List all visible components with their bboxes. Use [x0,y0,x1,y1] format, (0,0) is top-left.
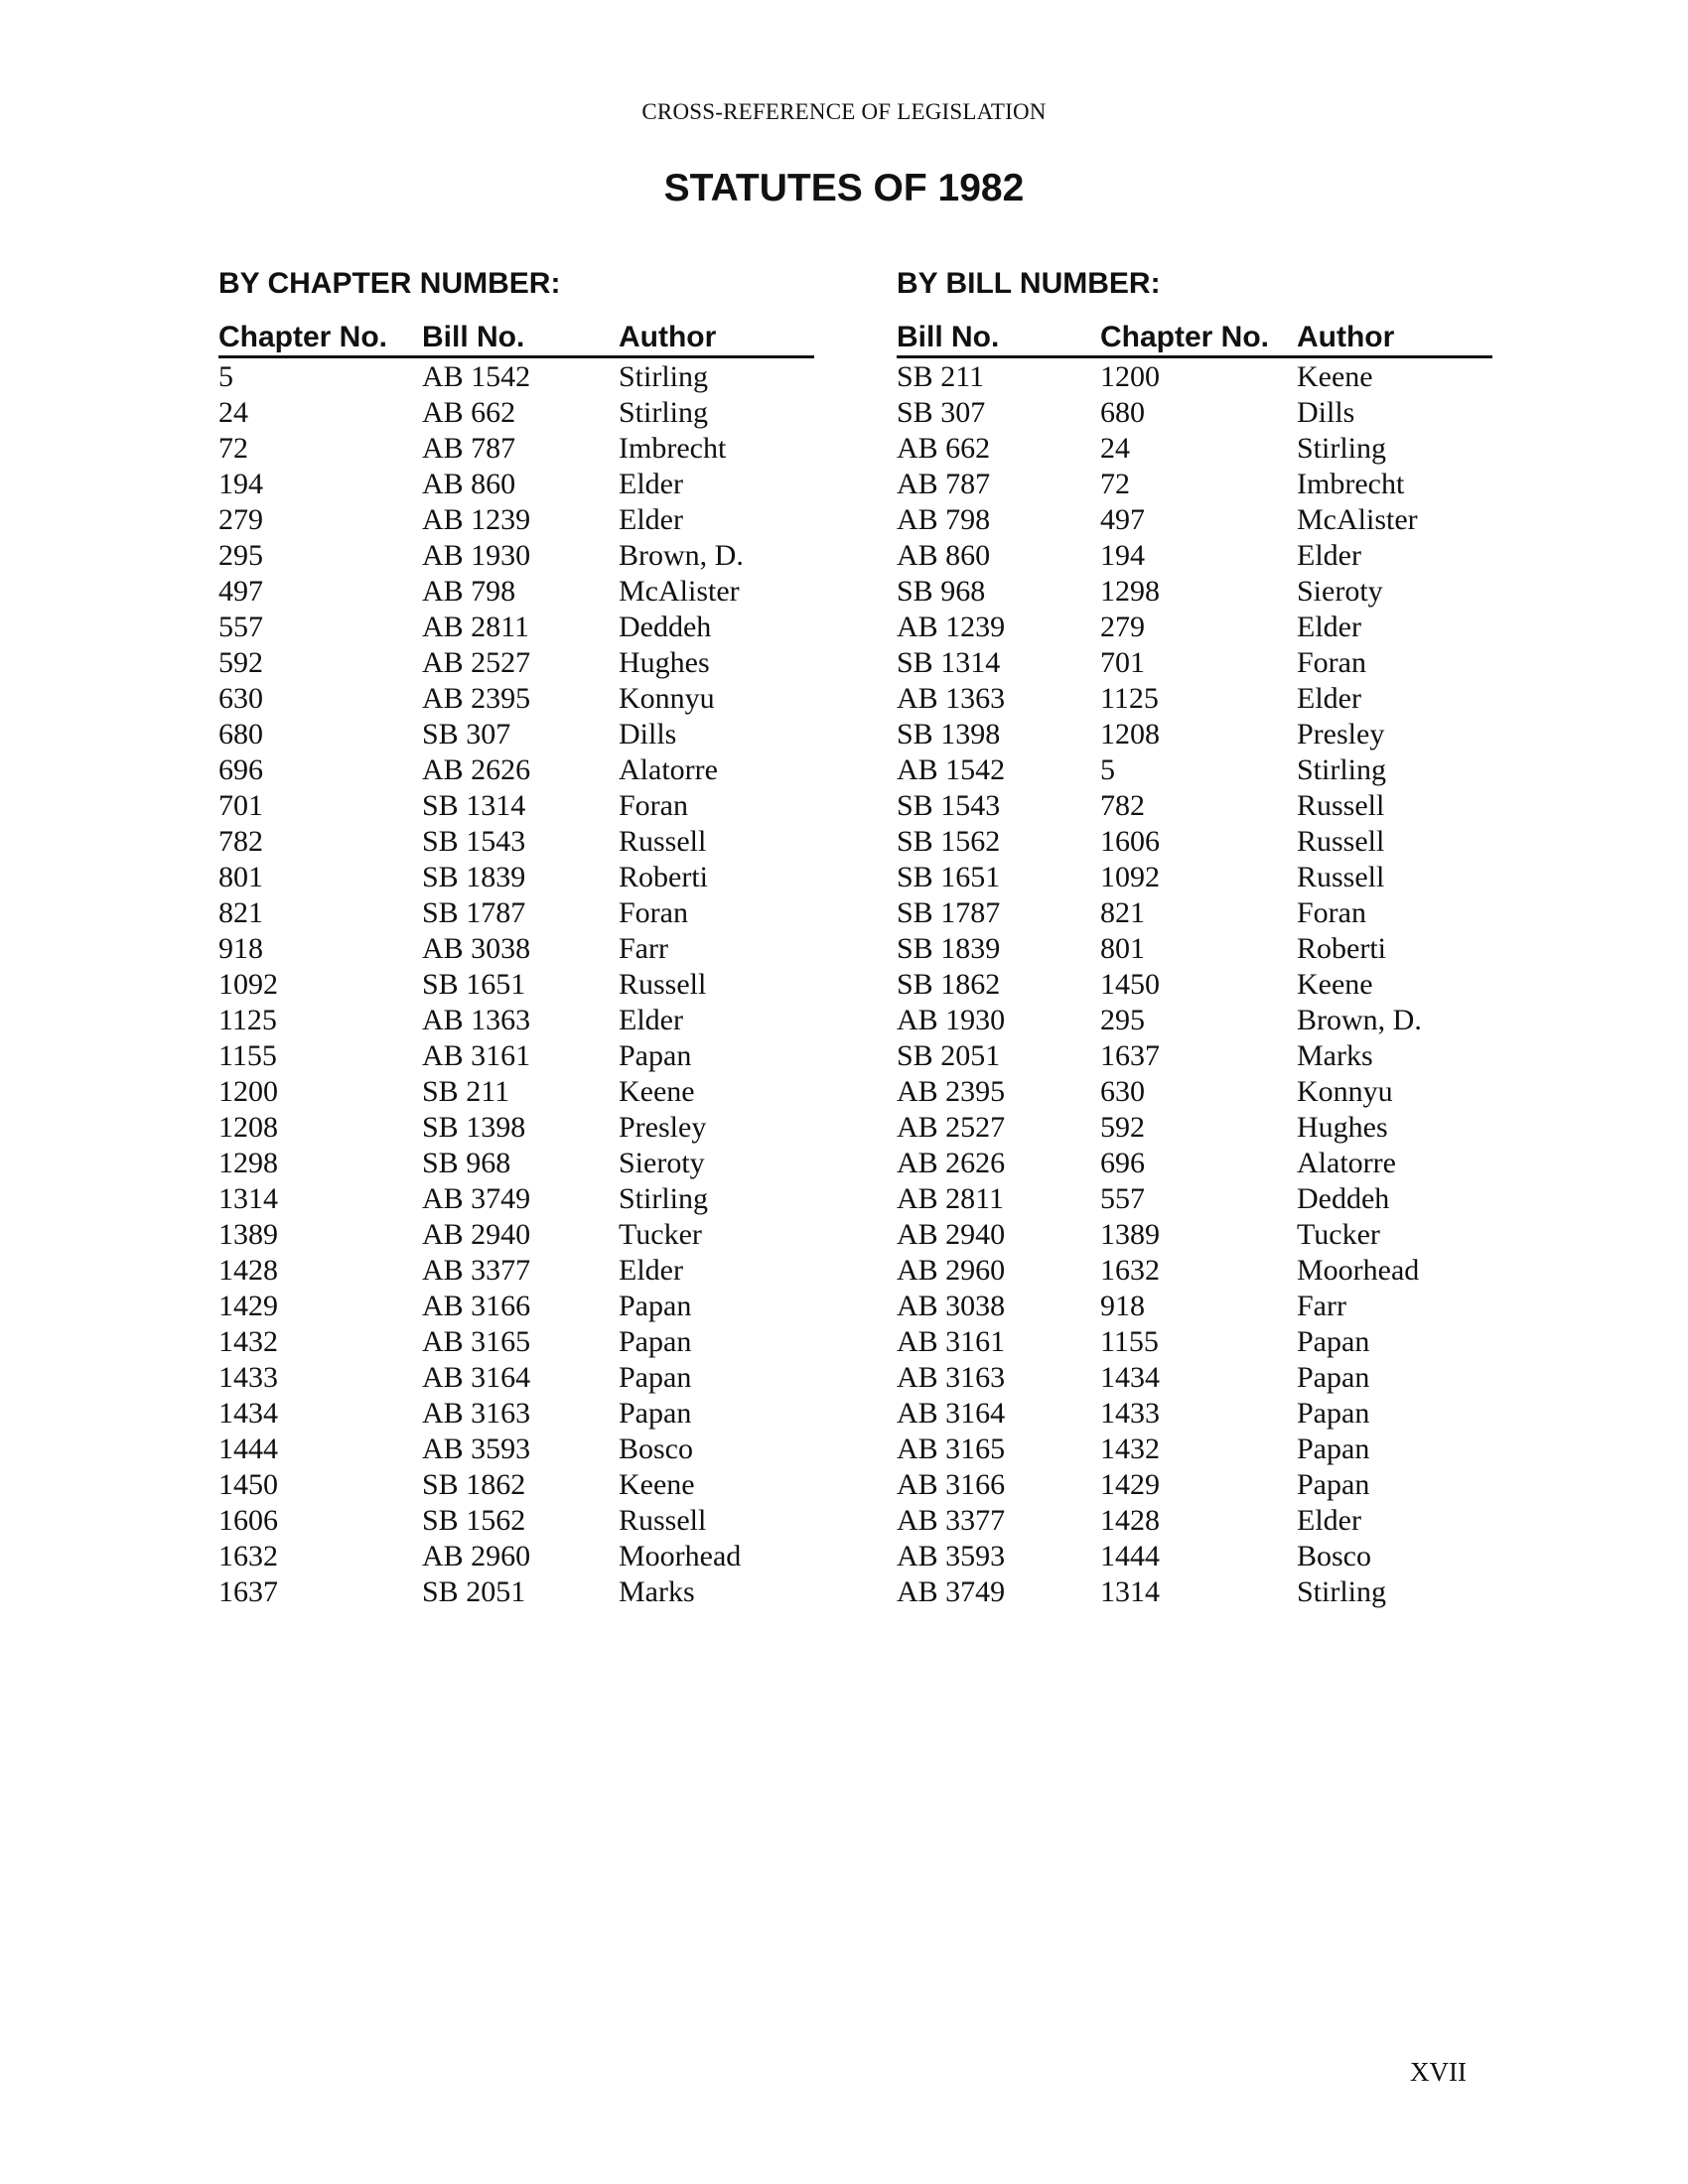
cell-bill-no: SB 1839 [897,932,1001,965]
cell-chapter-no: 1429 [1100,1468,1160,1501]
cell-bill-no: SB 2051 [422,1575,526,1608]
table-row [897,1432,1492,1467]
cell-author: McAlister [1297,503,1418,536]
cell-chapter-no: 1433 [1100,1397,1160,1430]
cell-bill-no: SB 1862 [897,968,1001,1001]
cell-chapter-no: 497 [218,575,263,608]
cell-author: Russell [1297,861,1385,893]
table-row [218,788,814,824]
table-row [897,610,1492,645]
cell-author: McAlister [619,575,740,608]
column-header-bill-no: Bill No. [422,321,525,353]
cell-chapter-no: 5 [1100,753,1115,786]
table-row [218,931,814,967]
cell-bill-no: AB 1239 [422,503,531,536]
page-title: STATUTES OF 1982 [663,167,1025,209]
cell-chapter-no: 821 [218,896,263,929]
cell-bill-no: SB 1543 [422,825,526,858]
cell-author: Papan [619,1361,692,1394]
cell-chapter-no: 1208 [218,1111,278,1144]
table-row [897,1503,1492,1539]
table-row [218,1003,814,1038]
cell-bill-no: SB 1314 [897,646,1001,679]
cell-bill-no: SB 2051 [897,1039,1001,1072]
cell-chapter-no: 696 [218,753,263,786]
table-row [897,1360,1492,1396]
table-row [218,359,814,395]
cell-author: Konnyu [1297,1075,1393,1108]
table-row [218,1038,814,1074]
cell-author: Bosco [1297,1540,1371,1572]
cell-bill-no: AB 3377 [897,1504,1006,1537]
cell-bill-no: AB 662 [897,432,991,465]
by-bill-heading: BY BILL NUMBER: [897,267,1161,300]
cell-bill-no: AB 3165 [422,1325,531,1358]
table-row [218,538,814,574]
table-row [897,1217,1492,1253]
table-row [897,895,1492,931]
cell-bill-no: SB 1562 [897,825,1001,858]
table-row [218,860,814,895]
cell-bill-no: SB 1398 [897,718,1001,751]
cell-chapter-no: 1432 [1100,1433,1160,1465]
cell-chapter-no: 1444 [218,1433,278,1465]
cell-chapter-no: 1155 [218,1039,277,1072]
cell-bill-no: SB 1651 [897,861,1001,893]
cell-bill-no: AB 3166 [422,1290,531,1322]
cell-author: Dills [1297,396,1355,429]
cell-bill-no: AB 1542 [897,753,1006,786]
table-row [218,1289,814,1324]
cell-chapter-no: 194 [1100,539,1145,572]
cell-bill-no: SB 1398 [422,1111,526,1144]
cell-bill-no: AB 860 [897,539,991,572]
cell-author: Keene [1297,360,1373,393]
table-row [897,1289,1492,1324]
cell-bill-no: AB 3749 [422,1182,531,1215]
cell-author: Farr [1297,1290,1346,1322]
cell-bill-no: AB 787 [897,468,991,500]
table-row [897,1074,1492,1110]
table-row [218,431,814,467]
cell-author: Tucker [619,1218,702,1251]
cell-author: Alatorre [1297,1147,1396,1179]
cell-bill-no: AB 2960 [897,1254,1006,1287]
table-row [218,1396,814,1432]
cell-chapter-no: 1200 [218,1075,278,1108]
by-bill-table [897,266,1492,1610]
cell-chapter-no: 1092 [218,968,278,1001]
table-row [897,717,1492,752]
cell-author: Moorhead [1297,1254,1420,1287]
cell-author: Elder [619,503,683,536]
table-row [218,1181,814,1217]
cell-chapter-no: 279 [218,503,263,536]
cell-author: Foran [619,896,688,929]
cell-chapter-no: 24 [1100,432,1130,465]
cell-author: Elder [1297,682,1361,715]
cell-bill-no: AB 2811 [422,611,530,643]
cell-chapter-no: 497 [1100,503,1145,536]
cell-bill-no: AB 2940 [897,1218,1006,1251]
cell-author: Roberti [619,861,708,893]
cell-chapter-no: 1298 [218,1147,278,1179]
cell-author: Russell [619,1504,707,1537]
table-row [897,395,1492,431]
cell-author: Konnyu [619,682,715,715]
table-row [218,1217,814,1253]
table-row [218,1253,814,1289]
table-row [897,1467,1492,1503]
cell-author: Keene [619,1075,695,1108]
cell-chapter-no: 680 [218,718,263,751]
cell-chapter-no: 918 [218,932,263,965]
cell-chapter-no: 557 [218,611,263,643]
cell-author: Sieroty [619,1147,705,1179]
column-header-bill-no: Bill No. [897,321,1000,353]
table-row [218,1360,814,1396]
table-row [897,1324,1492,1360]
table-row [218,610,814,645]
cell-bill-no: SB 1862 [422,1468,526,1501]
cell-chapter-no: 1632 [218,1540,278,1572]
table-row [218,717,814,752]
table-row [218,1432,814,1467]
cell-bill-no: AB 1930 [422,539,531,572]
cell-bill-no: AB 1363 [422,1004,531,1036]
cell-bill-no: AB 2527 [897,1111,1006,1144]
cell-author: Stirling [619,1182,709,1215]
table-row [897,574,1492,610]
cell-bill-no: AB 3161 [897,1325,1006,1358]
cell-chapter-no: 630 [218,682,263,715]
cell-author: Papan [619,1290,692,1322]
cell-bill-no: AB 1239 [897,611,1006,643]
cell-bill-no: AB 3164 [897,1397,1006,1430]
cell-chapter-no: 1389 [218,1218,278,1251]
cell-author: Hughes [1297,1111,1388,1144]
cell-chapter-no: 1433 [218,1361,278,1394]
cell-bill-no: AB 3166 [897,1468,1006,1501]
cell-chapter-no: 1125 [218,1004,277,1036]
cell-author: Stirling [1297,753,1387,786]
cell-chapter-no: 279 [1100,611,1145,643]
table-row [897,860,1492,895]
cell-chapter-no: 5 [218,360,233,393]
cell-chapter-no: 24 [218,396,248,429]
table-row [897,1003,1492,1038]
cell-chapter-no: 1298 [1100,575,1160,608]
cell-bill-no: SB 1651 [422,968,526,1001]
table-row [218,1574,814,1610]
table-row [897,431,1492,467]
cell-bill-no: AB 3163 [422,1397,531,1430]
column-header-chapter-no: Chapter No. [218,321,388,353]
cell-bill-no: SB 1787 [897,896,1001,929]
table-row [897,1539,1492,1574]
table-row [218,502,814,538]
cell-chapter-no: 1428 [1100,1504,1160,1537]
cell-chapter-no: 1606 [1100,825,1160,858]
table-row [218,1146,814,1181]
table-row [897,931,1492,967]
cell-chapter-no: 1155 [1100,1325,1159,1358]
cell-author: Deddeh [1297,1182,1390,1215]
cell-chapter-no: 1432 [218,1325,278,1358]
cell-chapter-no: 72 [1100,468,1130,500]
cell-chapter-no: 696 [1100,1147,1145,1179]
cell-chapter-no: 295 [1100,1004,1145,1036]
cell-author: Marks [619,1575,695,1608]
cell-bill-no: SB 1787 [422,896,526,929]
cell-bill-no: AB 2626 [422,753,531,786]
cell-chapter-no: 1434 [218,1397,278,1430]
by-chapter-heading: BY CHAPTER NUMBER: [218,267,561,300]
table-row [218,645,814,681]
cell-author: Foran [1297,646,1366,679]
cell-chapter-no: 701 [1100,646,1145,679]
cell-author: Dills [619,718,677,751]
cell-author: Elder [1297,611,1361,643]
table-row [897,788,1492,824]
table-row [218,1539,814,1574]
cell-chapter-no: 1200 [1100,360,1160,393]
cell-bill-no: AB 1363 [897,682,1006,715]
cell-chapter-no: 782 [218,825,263,858]
cell-bill-no: AB 3593 [422,1433,531,1465]
cell-bill-no: SB 307 [897,396,986,429]
cell-bill-no: SB 1562 [422,1504,526,1537]
by-chapter-table [218,266,814,1610]
table-row [897,1110,1492,1146]
table-row [218,395,814,431]
cell-chapter-no: 1125 [1100,682,1159,715]
cell-bill-no: AB 3165 [897,1433,1006,1465]
cell-author: Papan [1297,1468,1370,1501]
table-row [218,1074,814,1110]
table-row [218,1503,814,1539]
cell-author: Tucker [1297,1218,1380,1251]
cell-author: Papan [619,1397,692,1430]
table-row [897,1181,1492,1217]
cell-bill-no: AB 3377 [422,1254,531,1287]
cell-bill-no: AB 2527 [422,646,531,679]
table-row [218,574,814,610]
by-chapter-column-headers [218,318,814,358]
table-row [897,359,1492,395]
table-row [897,967,1492,1003]
cell-author: Russell [1297,789,1385,822]
cell-author: Elder [619,468,683,500]
table-row [897,538,1492,574]
cell-bill-no: AB 3593 [897,1540,1006,1572]
cell-bill-no: AB 1542 [422,360,531,393]
cell-bill-no: AB 3038 [422,932,531,965]
table-row [897,1396,1492,1432]
cell-chapter-no: 801 [1100,932,1145,965]
cell-chapter-no: 630 [1100,1075,1145,1108]
cell-chapter-no: 1092 [1100,861,1160,893]
cell-bill-no: SB 968 [422,1147,511,1179]
column-header-chapter-no: Chapter No. [1100,321,1270,353]
cell-chapter-no: 1637 [1100,1039,1160,1072]
cell-chapter-no: 1428 [218,1254,278,1287]
cell-author: Imbrecht [1297,468,1405,500]
cell-author: Papan [1297,1397,1370,1430]
table-row [897,1146,1492,1181]
table-row [897,1038,1492,1074]
cell-chapter-no: 1632 [1100,1254,1160,1287]
cell-bill-no: AB 3749 [897,1575,1006,1608]
cell-author: Moorhead [619,1540,742,1572]
table-row [218,1324,814,1360]
cell-chapter-no: 1314 [218,1182,278,1215]
table-row [897,1253,1492,1289]
column-header-author: Author [619,321,717,353]
cell-chapter-no: 557 [1100,1182,1145,1215]
cell-chapter-no: 782 [1100,789,1145,822]
cell-author: Stirling [1297,432,1387,465]
cell-bill-no: AB 2960 [422,1540,531,1572]
cell-bill-no: AB 3161 [422,1039,531,1072]
cell-bill-no: AB 860 [422,468,516,500]
cell-author: Hughes [619,646,710,679]
by-chapter-rows [218,359,814,1610]
cell-chapter-no: 592 [218,646,263,679]
cell-bill-no: AB 3038 [897,1290,1006,1322]
cell-author: Alatorre [619,753,718,786]
page-number: XVII [1410,2057,1467,2087]
cell-bill-no: AB 2940 [422,1218,531,1251]
cell-chapter-no: 1450 [1100,968,1160,1001]
table-row [218,1110,814,1146]
cell-chapter-no: 592 [1100,1111,1145,1144]
cell-bill-no: AB 662 [422,396,516,429]
cell-author: Presley [619,1111,707,1144]
table-row [897,467,1492,502]
by-bill-rows [897,359,1492,1610]
cell-chapter-no: 72 [218,432,248,465]
cell-bill-no: SB 1543 [897,789,1001,822]
cell-author: Elder [619,1254,683,1287]
cell-chapter-no: 801 [218,861,263,893]
cell-bill-no: AB 2626 [897,1147,1006,1179]
cell-author: Elder [1297,1504,1361,1537]
cell-bill-no: SB 307 [422,718,511,751]
table-row [218,967,814,1003]
cell-chapter-no: 1389 [1100,1218,1160,1251]
table-row [897,1574,1492,1610]
cell-chapter-no: 680 [1100,396,1145,429]
cell-chapter-no: 1444 [1100,1540,1160,1572]
cell-bill-no: AB 2395 [897,1075,1006,1108]
table-row [897,681,1492,717]
table-row [897,824,1492,860]
table-row [897,752,1492,788]
cell-author: Bosco [619,1433,693,1465]
cell-bill-no: SB 1839 [422,861,526,893]
cell-author: Foran [1297,896,1366,929]
cell-author: Marks [1297,1039,1373,1072]
cell-chapter-no: 194 [218,468,263,500]
cell-author: Papan [619,1325,692,1358]
cell-author: Brown, D. [619,539,744,572]
cell-bill-no: AB 2811 [897,1182,1005,1215]
cell-bill-no: AB 3164 [422,1361,531,1394]
cell-author: Imbrecht [619,432,727,465]
cell-chapter-no: 821 [1100,896,1145,929]
cell-author: Presley [1297,718,1385,751]
table-row [897,502,1492,538]
cell-author: Roberti [1297,932,1386,965]
table-row [218,752,814,788]
cell-chapter-no: 918 [1100,1290,1145,1322]
table-row [218,1467,814,1503]
cell-bill-no: AB 798 [422,575,516,608]
running-head: CROSS-REFERENCE OF LEGISLATION [641,99,1047,124]
cell-chapter-no: 295 [218,539,263,572]
cell-author: Papan [1297,1325,1370,1358]
by-bill-column-headers [897,318,1492,358]
cell-chapter-no: 1606 [218,1504,278,1537]
cell-author: Brown, D. [1297,1004,1422,1036]
cell-author: Russell [619,968,707,1001]
cell-chapter-no: 1429 [218,1290,278,1322]
cell-bill-no: AB 787 [422,432,516,465]
cell-chapter-no: 701 [218,789,263,822]
cell-bill-no: SB 968 [897,575,986,608]
cell-bill-no: SB 1314 [422,789,526,822]
cell-chapter-no: 1434 [1100,1361,1160,1394]
cell-chapter-no: 1450 [218,1468,278,1501]
cell-author: Stirling [1297,1575,1387,1608]
column-header-author: Author [1297,321,1395,353]
table-row [218,824,814,860]
table-row [897,645,1492,681]
cell-author: Deddeh [619,611,712,643]
cell-chapter-no: 1314 [1100,1575,1160,1608]
cell-chapter-no: 1637 [218,1575,278,1608]
table-row [218,681,814,717]
cell-author: Sieroty [1297,575,1383,608]
cell-author: Elder [1297,539,1361,572]
table-row [218,895,814,931]
cell-author: Stirling [619,396,709,429]
cell-bill-no: SB 211 [897,360,985,393]
cell-author: Keene [1297,968,1373,1001]
cell-author: Papan [1297,1433,1370,1465]
cell-chapter-no: 1208 [1100,718,1160,751]
cell-author: Keene [619,1468,695,1501]
cell-bill-no: AB 3163 [897,1361,1006,1394]
cell-author: Stirling [619,360,709,393]
cell-bill-no: AB 798 [897,503,991,536]
cell-author: Papan [619,1039,692,1072]
cell-author: Papan [1297,1361,1370,1394]
cell-author: Russell [619,825,707,858]
cell-bill-no: AB 1930 [897,1004,1006,1036]
cell-bill-no: AB 2395 [422,682,531,715]
cell-author: Elder [619,1004,683,1036]
table-row [218,467,814,502]
cell-author: Russell [1297,825,1385,858]
cell-author: Farr [619,932,668,965]
cell-bill-no: SB 211 [422,1075,510,1108]
cell-author: Foran [619,789,688,822]
